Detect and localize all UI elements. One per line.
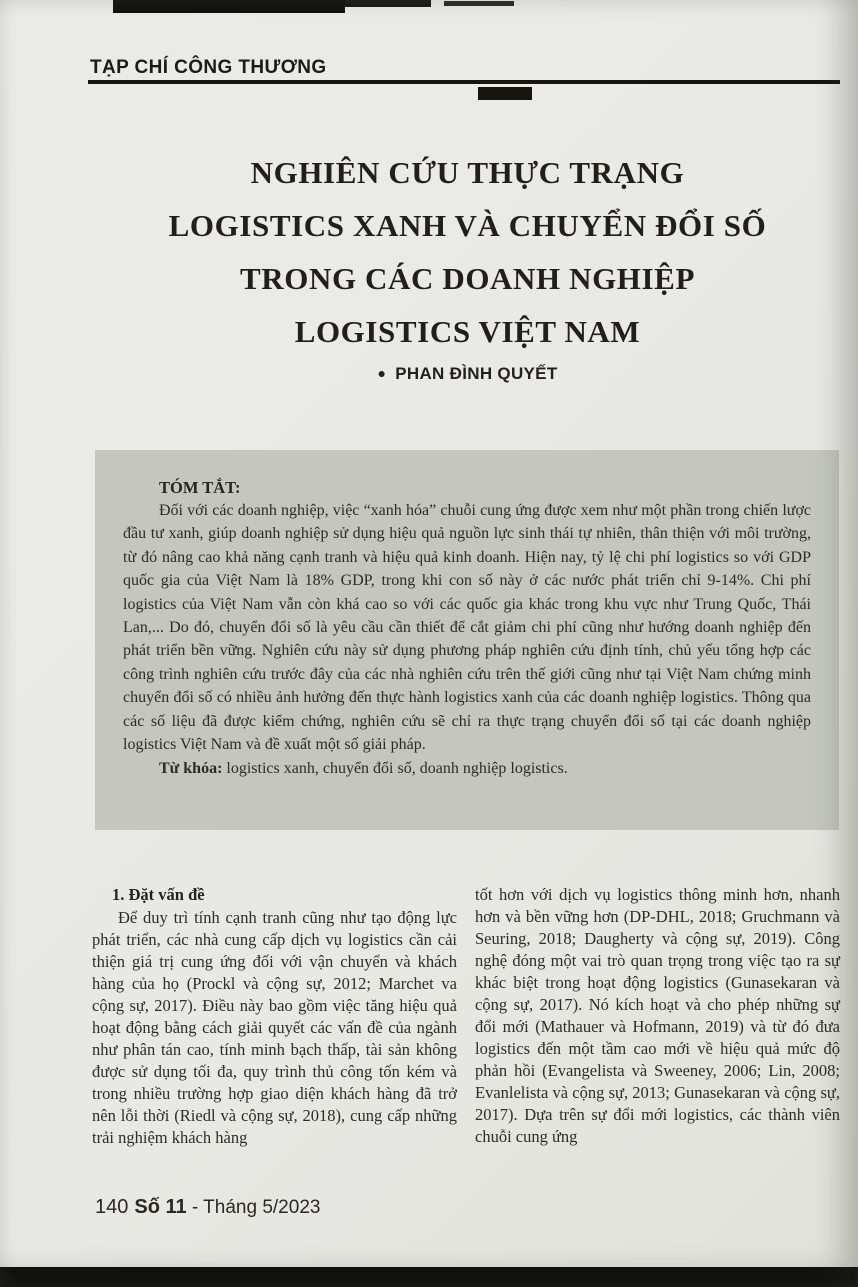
abstract-heading: TÓM TẮT: xyxy=(159,478,241,497)
body-paragraph-col2: tốt hơn với dịch vụ logistics thông minh hơn, nhanh hơn và bền vững hơn (DP-DHL, 2018; Gruchmann và Seuring, 2018; Daugherty và cộng sự, 2019). Công nghệ đóng một vai trò quan trọng trong việc tạo ra sự khác biệt trong hoạt động logistics (Gunasekaran và cộng sự, 2017). Nó kích hoạt và cho phép những sự đổi mới (Mathauer và Hofmann, 2019) và từ đó đưa logistics đến một tầm cao mới về hiệu quả mức độ phản hồi (Evangelista và Sweeney, 2006; Lin, 2008; Evanlelista và cộng sự, 2013; Gunasekaran và cộng sự, 2017). Dựa trên sự đổi mới logistics, các thành viên chuỗi cung ứng xyxy=(475,885,840,1146)
abstract-text: Đối với các doanh nghiệp, việc “xanh hóa” chuỗi cung ứng được xem như một phần trong chiến lược đầu tư xanh, giúp doanh nghiệp sử dụng hiệu quả nguồn lực sinh thái tự nhiên, thân thiện với môi trường, từ đó nâng cao khả năng cạnh tranh và hiệu quả kinh doanh. Hiện nay, tỷ lệ chi phí logistics so với GDP quốc gia của Việt Nam là 18% GDP, trong khi con số này ở các nước phát triển chỉ 9-14%. Chi phí logistics của Việt Nam vẫn còn khá cao so với các quốc gia khác trong khu vực như Trung Quốc, Thái Lan,... Do đó, chuyển đổi số là yêu cầu cần thiết để cắt giảm chi phí cũng như hướng doanh nghiệp đến phát triển bền vững. Nghiên cứu này sử dụng phương pháp nghiên cứu định tính, chủ yếu tổng hợp các công trình nghiên cứu trước đây của các nhà nghiên cứu trên thế giới cũng như tại Việt Nam chứng minh chuyển đổi số có nhiều ảnh hưởng đến thực hành logistics xanh của các doanh nghiệp logistics. Thông qua các số liệu đã được kiểm chứng, nghiên cứu sẽ chỉ ra thực trạng chuyển đổi số tại các doanh nghiệp logistics Việt Nam và đề xuất một số giải pháp. xyxy=(123,502,811,754)
journal-name: TẠP CHÍ CÔNG THƯƠNG xyxy=(90,57,327,78)
article-title xyxy=(95,146,840,358)
section-1-heading: 1. Đặt vấn đề xyxy=(112,885,205,904)
keywords-label: Từ khóa: xyxy=(159,760,223,778)
body-column-2 xyxy=(475,884,840,1149)
page-footer xyxy=(95,1196,320,1219)
author-line xyxy=(95,364,840,384)
article-title-line-3: TRONG CÁC DOANH NGHIỆP xyxy=(240,261,695,296)
body-columns xyxy=(92,884,840,1149)
header-rule-divider xyxy=(88,80,840,84)
scan-artifact-top-bar-3 xyxy=(444,1,514,6)
article-title-line-1: NGHIÊN CỨU THỰC TRẠNG xyxy=(250,155,685,190)
keywords-text: logistics xanh, chuyển đổi số, doanh nghiệp logistics. xyxy=(222,760,568,778)
scan-artifact-bottom-bar xyxy=(0,1267,858,1287)
scan-artifact-top-bar-2 xyxy=(345,0,431,7)
article-title-line-4: LOGISTICS VIỆT NAM xyxy=(294,314,641,349)
body-column-1 xyxy=(92,884,457,1149)
scan-artifact-top-bar xyxy=(113,0,345,13)
keywords-line xyxy=(123,757,811,780)
article-title-line-2: LOGISTICS XANH VÀ CHUYỂN ĐỔI SỐ xyxy=(168,208,767,243)
issue-label: Số 11 xyxy=(134,1196,187,1218)
issue-date: - Tháng 5/2023 xyxy=(186,1197,321,1218)
scan-artifact-header-blob xyxy=(478,87,532,100)
page-number: 140 xyxy=(95,1196,129,1218)
body-paragraph-col1: Để duy trì tính cạnh tranh cũng như tạo động lực phát triển, các nhà cung cấp dịch vụ logistics cần cải thiện giá trị cung ứng đối với vận chuyển và khách hàng của họ (Prockl và cộng sự, 2012; Marchet va cộng sự, 2017). Điều này bao gồm việc tăng hiệu quả hoạt động bằng cách giải quyết các vấn đề của ngành như phân tán cao, tính minh bạch thấp, tài sản không được sử dụng tối đa, quy trình thủ công tốn kém và trong nhiều trường hợp giao diện khách hàng đã trở nên lỗi thời (Riedl và cộng sự, 2018), cung cấp những trải nghiệm khách hàng xyxy=(92,908,457,1147)
abstract-box xyxy=(95,450,839,830)
author-name: PHAN ĐÌNH QUYẾT xyxy=(395,364,558,383)
author-bullet-icon: ● xyxy=(377,365,387,381)
